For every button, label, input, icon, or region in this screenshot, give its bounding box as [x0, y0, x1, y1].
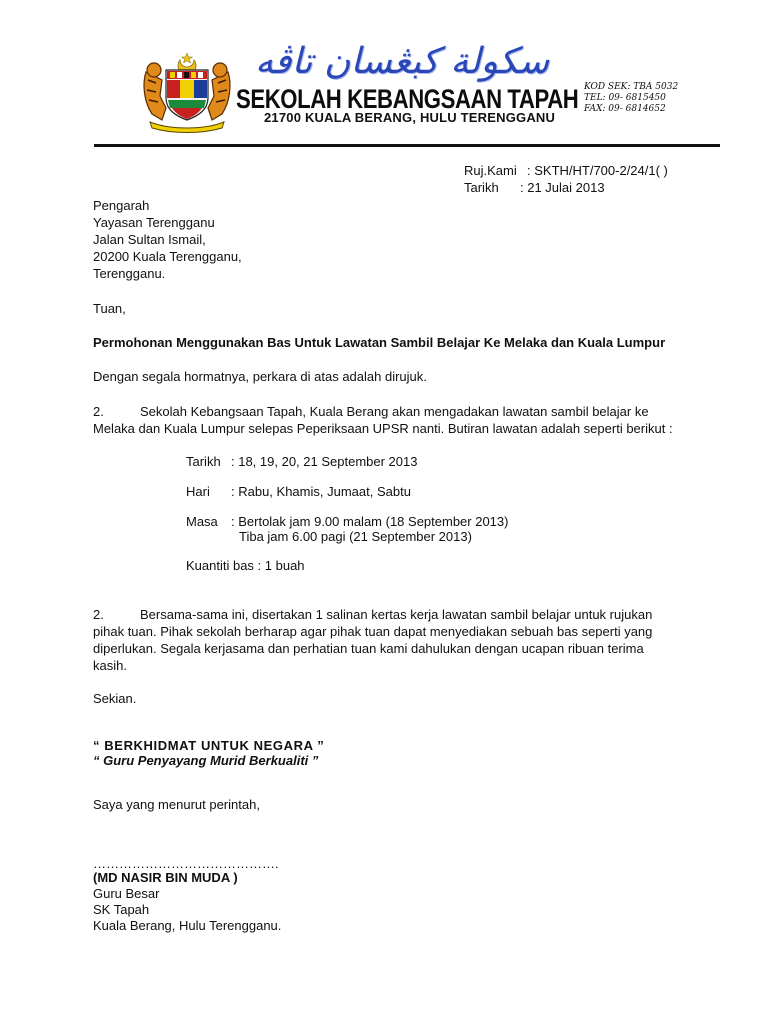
motto-school: “ Guru Penyayang Murid Berkualiti ”	[93, 753, 319, 768]
paragraph-text: diperlukan. Segala kerjasama dan perhatian tuan kami dahulukan dengan ucapan ribuan terima	[93, 641, 644, 656]
signatory-place: Kuala Berang, Hulu Terengganu.	[93, 918, 282, 933]
signature-line: …………………………………….	[93, 856, 279, 871]
paragraph-text: Melaka dan Kuala Lumpur selepas Peperiksaan UPSR nanti. Butiran lawatan adalah seperti berikut :	[93, 421, 673, 436]
signatory-school: SK Tapah	[93, 902, 150, 917]
salutation: Tuan,	[93, 301, 126, 316]
coat-of-arms-logo	[140, 50, 234, 134]
paragraph-text: Bersama-sama ini, disertakan 1 salinan kertas kerja lawatan sambil belajar untuk rujukan	[140, 607, 653, 622]
detail-value-tarikh: : 18, 19, 20, 21 September 2013	[231, 454, 418, 469]
opening-sentence: Dengan segala hormatnya, perkara di atas adalah dirujuk.	[93, 369, 427, 384]
signatory-title: Guru Besar	[93, 886, 160, 901]
detail-value-masa: : Bertolak jam 9.00 malam (18 September 2013)	[231, 514, 509, 529]
closing-word: Sekian.	[93, 691, 137, 706]
school-code: KOD SEK: TBA 5032	[584, 82, 679, 92]
paragraph-text: Sekolah Kebangsaan Tapah, Kuala Berang akan mengadakan lawatan sambil belajar ke	[140, 404, 649, 419]
date-label: Tarikh	[464, 180, 499, 195]
detail-value-hari: : Rabu, Khamis, Jumaat, Sabtu	[231, 484, 411, 499]
signatory-name: (MD NASIR BIN MUDA )	[93, 870, 238, 885]
recipient-line: Yayasan Terengganu	[93, 215, 215, 230]
recipient-line: Pengarah	[93, 198, 150, 213]
reference-label: Ruj.Kami	[464, 163, 517, 178]
detail-label-tarikh: Tarikh	[186, 454, 221, 469]
recipient-line: Terengganu.	[93, 266, 166, 281]
paragraph-text: kasih.	[93, 658, 127, 673]
detail-value-masa-arrival: Tiba jam 6.00 pagi (21 September 2013)	[239, 529, 472, 544]
obedient-line: Saya yang menurut perintah,	[93, 797, 260, 812]
reference-number: : SKTH/HT/700-2/24/1( )	[527, 163, 668, 178]
paragraph-number: 2.	[93, 404, 104, 419]
letterhead-divider	[94, 144, 720, 147]
paragraph-number: 2.	[93, 607, 104, 622]
school-name: SEKOLAH KEBANGSAAN TAPAH	[236, 84, 579, 114]
letter-subject: Permohonan Menggunakan Bas Untuk Lawatan Sambil Belajar Ke Melaka dan Kuala Lumpur	[93, 335, 666, 350]
recipient-line: Jalan Sultan Ismail,	[93, 232, 206, 247]
school-fax: FAX: 09- 6814652	[584, 104, 666, 114]
jawi-school-name: سكولة كبڠسان تاڤه	[255, 41, 550, 82]
motto-national: “ BERKHIDMAT UNTUK NEGARA ”	[93, 738, 325, 753]
bus-quantity: Kuantiti bas : 1 buah	[186, 558, 305, 573]
paragraph-text: pihak tuan. Pihak sekolah berharap agar pihak tuan dapat menyediakan sebuah bas seperti yang	[93, 624, 653, 639]
school-address: 21700 KUALA BERANG, HULU TERENGGANU	[264, 110, 556, 125]
detail-label-hari: Hari	[186, 484, 210, 499]
school-telephone: TEL: 09- 6815450	[584, 93, 666, 103]
letter-date: : 21 Julai 2013	[520, 180, 605, 195]
recipient-line: 20200 Kuala Terengganu,	[93, 249, 242, 264]
detail-label-masa: Masa	[186, 514, 218, 529]
